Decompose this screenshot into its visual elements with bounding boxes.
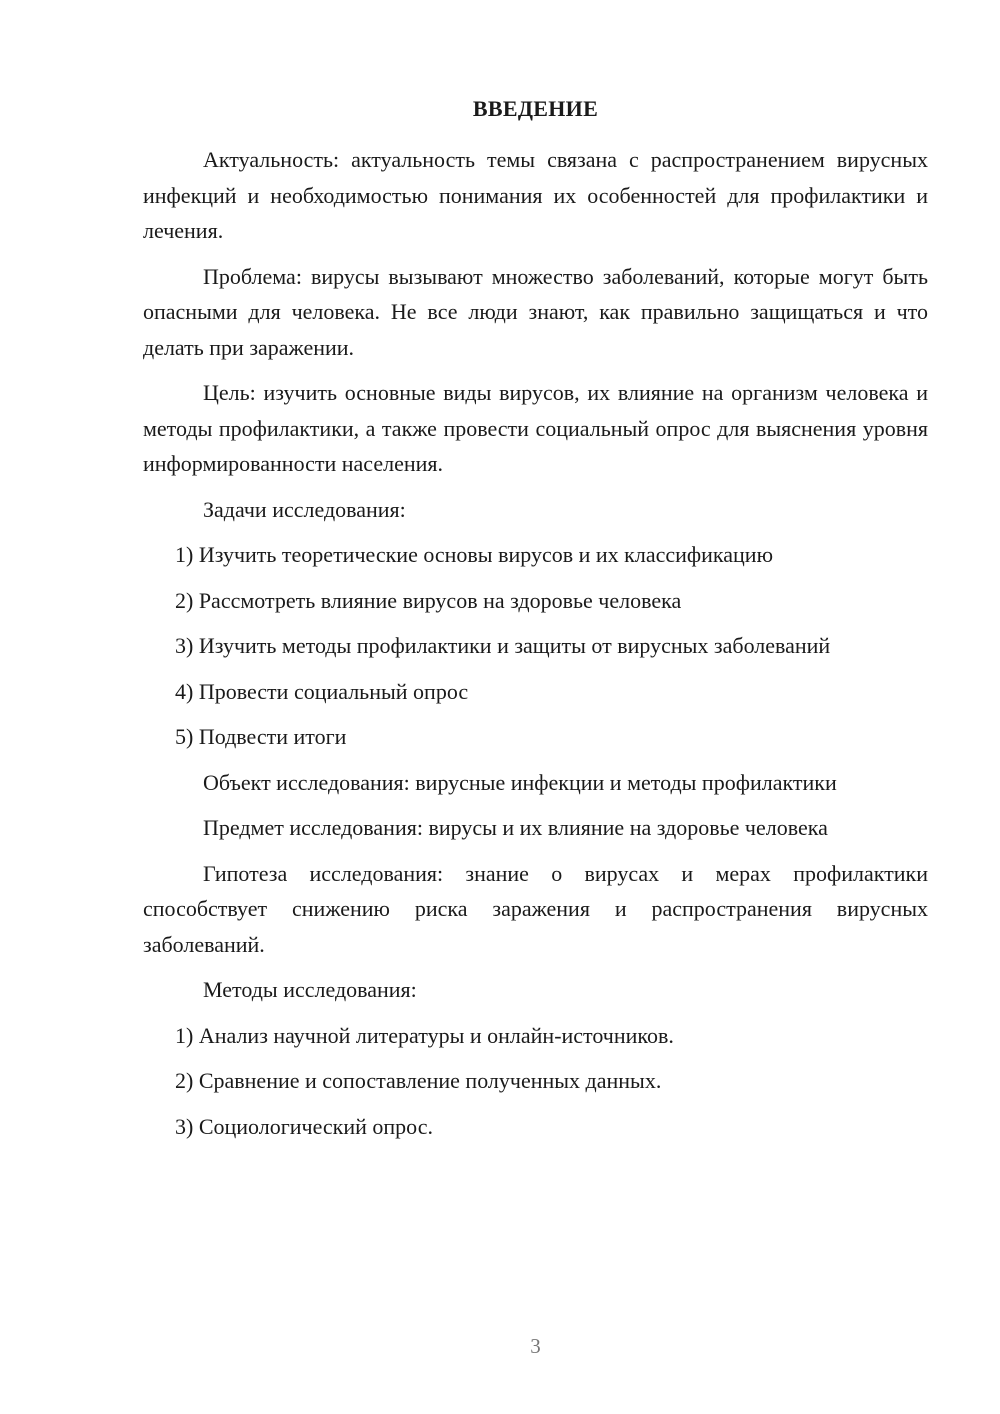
- task-item: 2) Рассмотреть влияние вирусов на здоровье человека: [175, 587, 682, 613]
- section-heading: ВВЕДЕНИЕ: [472, 96, 599, 121]
- paragraph-goal: Цель: изучить основные виды вирусов, их влияние на организм человека и методы профилактики, а также провести социальный опрос для выяснения уровня информированности населения.: [143, 380, 928, 476]
- page-number: 3: [530, 1334, 541, 1358]
- paragraph-problem: Проблема: вирусы вызывают множество заболеваний, которые могут быть опасными для человека. Не все люди знают, как правильно защищаться и что делать при заражении.: [143, 263, 928, 360]
- methods-list: [143, 1018, 928, 1145]
- paragraph-relevance: Актуальность: актуальность темы связана с распространением вирусных инфекций и необходимостью понимания их особенностей для профилактики и лечения.: [143, 147, 928, 243]
- document-page: [143, 0, 928, 1414]
- task-item: 3) Изучить методы профилактики и защиты от вирусных заболеваний: [175, 633, 831, 658]
- task-item: 4) Провести социальный опрос: [175, 678, 469, 704]
- paragraph-object: Объект исследования: вирусные инфекции и методы профилактики: [203, 769, 837, 795]
- methods-title: Методы исследования:: [203, 977, 417, 1002]
- paragraph-hypothesis: Гипотеза исследования: знание о вирусах и мерах профилактики способствует снижению риска заражения и распространения вирусных заболеваний.: [143, 860, 928, 957]
- method-item: 1) Анализ научной литературы и онлайн-источников.: [175, 1022, 674, 1048]
- body-text: [143, 142, 928, 1154]
- method-item: 3) Социологический опрос.: [175, 1113, 433, 1139]
- tasks-list: [143, 537, 928, 755]
- method-item: 2) Сравнение и сопоставление полученных данных.: [175, 1068, 662, 1093]
- tasks-title: Задачи исследования:: [203, 496, 406, 522]
- task-item: 1) Изучить теоретические основы вирусов и их классификацию: [175, 542, 774, 567]
- task-item: 5) Подвести итоги: [175, 724, 347, 749]
- paragraph-subject: Предмет исследования: вирусы и их влияние на здоровье человека: [203, 815, 828, 840]
